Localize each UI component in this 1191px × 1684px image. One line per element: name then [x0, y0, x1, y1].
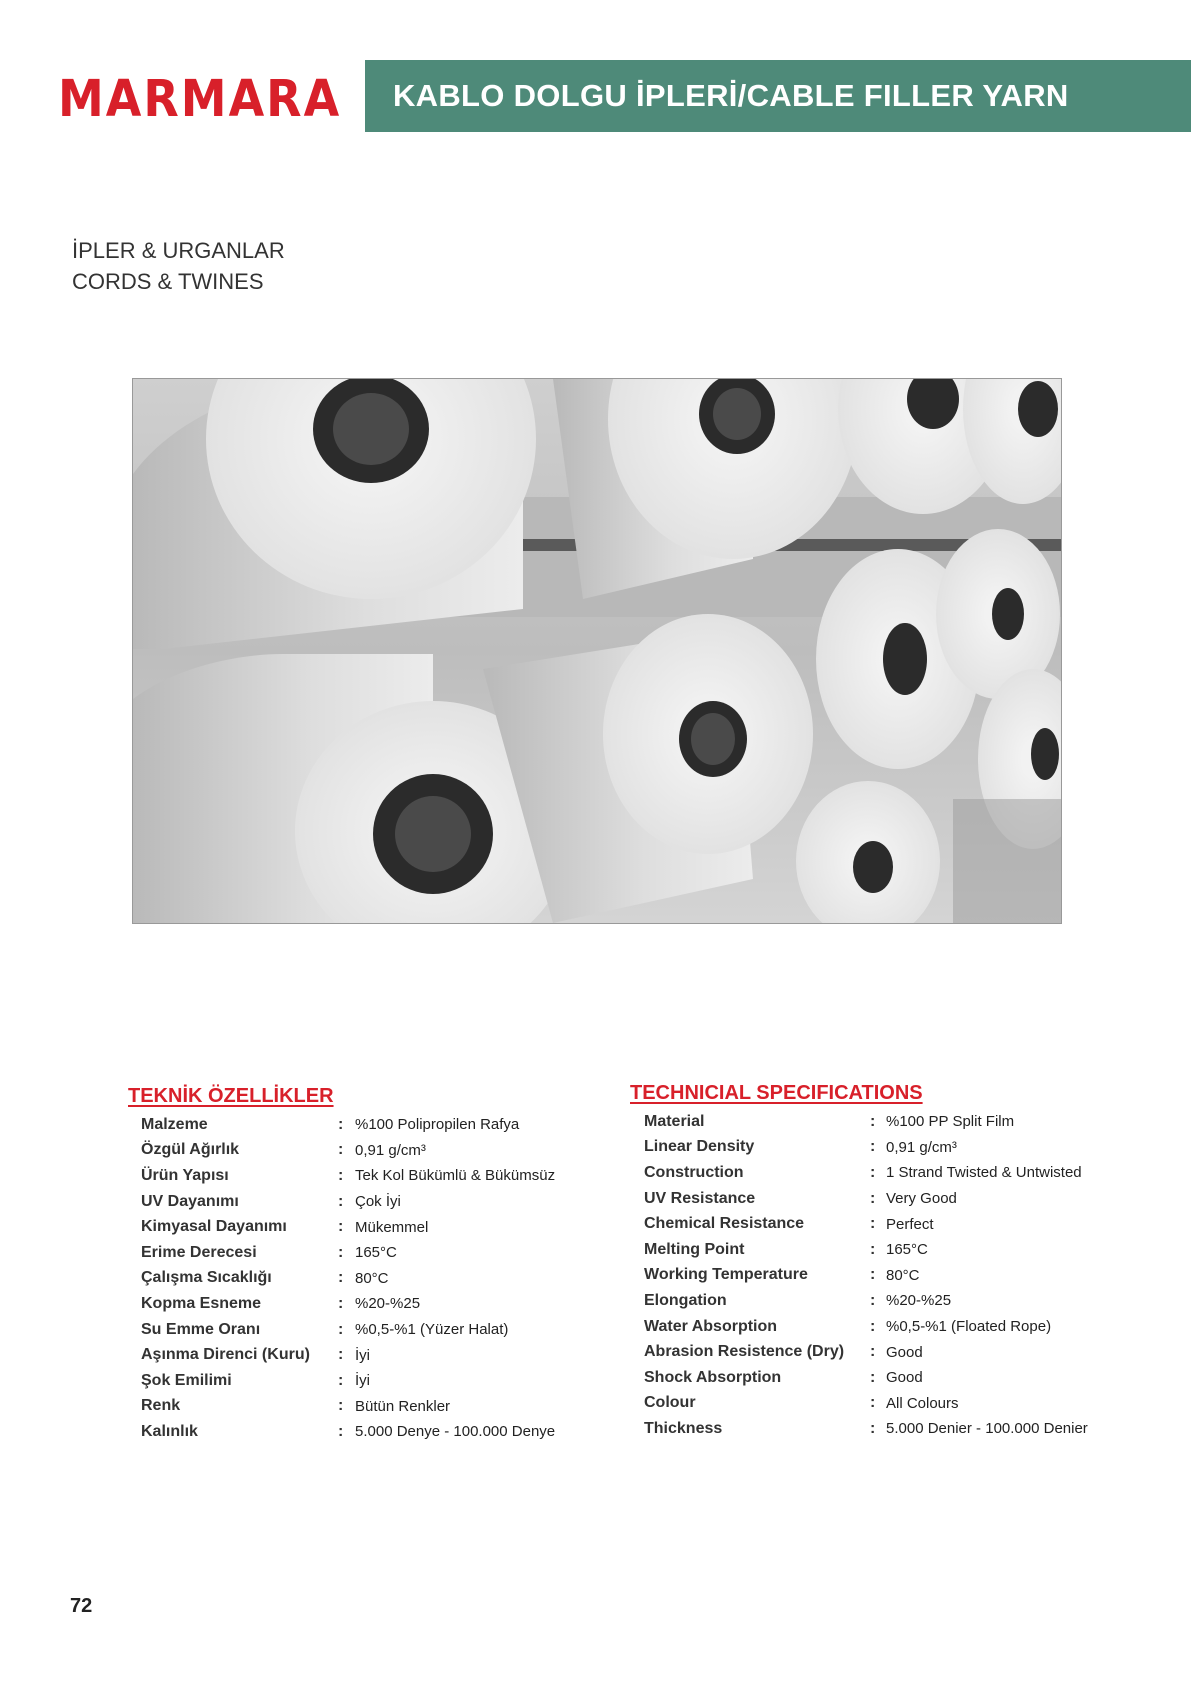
spec-value: Çok İyi	[355, 1193, 401, 1211]
spec-colon: :	[870, 1317, 876, 1335]
spec-value: %20-%25	[886, 1292, 952, 1310]
spec-value: 80°C	[886, 1266, 920, 1284]
spec-colon: :	[870, 1266, 876, 1284]
spec-label: Elongation	[644, 1291, 727, 1309]
spec-value: %100 PP Split Film	[886, 1113, 1015, 1131]
spec-value: %0,5-%1 (Yüzer Halat)	[355, 1321, 509, 1339]
spec-row	[141, 1138, 555, 1164]
spec-label: Aşınma Direnci (Kuru)	[141, 1346, 310, 1364]
spec-value: All Colours	[886, 1394, 959, 1412]
spec-row	[141, 1189, 555, 1215]
specs-tr-title: TEKNİK ÖZELLİKLER	[128, 1085, 334, 1107]
spec-value: İyi	[355, 1346, 370, 1364]
spec-row	[644, 1416, 1088, 1442]
spec-row	[644, 1288, 1088, 1314]
spec-colon: :	[870, 1112, 876, 1130]
spec-label: UV Resistance	[644, 1189, 756, 1207]
spec-value: Very Good	[886, 1190, 957, 1208]
spec-label: Su Emme Oranı	[141, 1320, 261, 1338]
spec-row	[644, 1365, 1088, 1391]
specs-en-title: TECHNICIAL SPECIFICATIONS	[630, 1082, 923, 1104]
spec-value: 0,91 g/cm³	[355, 1141, 426, 1159]
spec-colon: :	[338, 1320, 344, 1338]
spec-value: %20-%25	[355, 1295, 421, 1313]
spec-value: 0,91 g/cm³	[886, 1138, 957, 1156]
spec-label: Thickness	[644, 1419, 723, 1437]
specs-en-table	[644, 1109, 1088, 1442]
spec-colon: :	[338, 1294, 344, 1312]
category-subtitle	[72, 235, 285, 297]
spec-label: Özgül Ağırlık	[141, 1141, 240, 1159]
spec-value: 165°C	[355, 1244, 397, 1262]
spec-label: UV Dayanımı	[141, 1192, 239, 1210]
spec-colon: :	[870, 1343, 876, 1361]
spec-label: Kopma Esneme	[141, 1294, 262, 1312]
spec-colon: :	[338, 1218, 344, 1236]
spec-row	[644, 1109, 1088, 1135]
spec-colon: :	[870, 1394, 876, 1412]
spec-row	[644, 1391, 1088, 1417]
specs-tr-table	[141, 1112, 555, 1445]
spec-colon: :	[870, 1419, 876, 1437]
spec-label: Construction	[644, 1163, 744, 1181]
spec-value: 165°C	[886, 1241, 928, 1259]
title-bar	[365, 60, 1191, 132]
spec-colon: :	[338, 1115, 344, 1133]
spec-colon: :	[338, 1243, 344, 1261]
spec-colon: :	[338, 1371, 344, 1389]
spec-value: Mükemmel	[355, 1218, 429, 1236]
spec-label: Kalınlık	[141, 1422, 198, 1440]
spec-label: Colour	[644, 1394, 696, 1412]
spec-value: 1 Strand Twisted & Untwisted	[886, 1164, 1082, 1182]
spec-row	[644, 1314, 1088, 1340]
spec-value: %0,5-%1 (Floated Rope)	[886, 1318, 1052, 1336]
spec-colon: :	[870, 1240, 876, 1258]
spec-colon: :	[338, 1166, 344, 1184]
spec-row	[644, 1160, 1088, 1186]
spec-value: Good	[886, 1343, 923, 1361]
spec-label: Ürün Yapısı	[141, 1166, 229, 1184]
spec-value: Good	[886, 1369, 923, 1387]
subtitle-en: CORDS & TWINES	[72, 269, 264, 294]
subtitle-tr: İPLER & URGANLAR	[72, 238, 285, 263]
spec-label: Shock Absorption	[644, 1368, 782, 1386]
spec-label: Şok Emilimi	[141, 1371, 232, 1389]
spec-row	[141, 1240, 555, 1266]
spec-colon: :	[338, 1397, 344, 1415]
spec-row	[644, 1211, 1088, 1237]
spec-colon: :	[338, 1346, 344, 1364]
spec-colon: :	[338, 1192, 344, 1210]
spec-value: İyi	[355, 1372, 370, 1390]
spec-row	[141, 1163, 555, 1189]
spec-row	[141, 1317, 555, 1343]
spec-colon: :	[870, 1138, 876, 1156]
spec-value: Tek Kol Bükümlü & Bükümsüz	[355, 1167, 556, 1185]
spec-row	[644, 1339, 1088, 1365]
spec-row	[644, 1135, 1088, 1161]
spec-row	[141, 1112, 555, 1138]
spec-row	[141, 1394, 555, 1420]
spec-colon: :	[870, 1291, 876, 1309]
spec-label: Material	[644, 1112, 705, 1130]
spec-value: Bütün Renkler	[355, 1397, 451, 1415]
spec-row	[141, 1419, 555, 1445]
spec-label: Renk	[141, 1397, 181, 1415]
yarn-spools-photo	[132, 378, 1062, 924]
spec-colon: :	[870, 1368, 876, 1386]
spec-row	[141, 1291, 555, 1317]
spec-row	[141, 1342, 555, 1368]
spec-colon: :	[338, 1269, 344, 1287]
spec-value: 80°C	[355, 1269, 389, 1287]
spec-row	[141, 1266, 555, 1292]
spec-colon: :	[870, 1215, 876, 1233]
spec-label: Melting Point	[644, 1240, 745, 1258]
spec-row	[141, 1368, 555, 1394]
spec-colon: :	[870, 1189, 876, 1207]
spec-colon: :	[338, 1141, 344, 1159]
spec-label: Linear Density	[644, 1138, 755, 1156]
spec-label: Working Temperature	[644, 1266, 808, 1284]
spec-row	[644, 1237, 1088, 1263]
spec-label: Çalışma Sıcaklığı	[141, 1269, 272, 1287]
spec-colon: :	[870, 1163, 876, 1181]
page-title: KABLO DOLGU İPLERİ/CABLE FILLER YARN	[393, 78, 1069, 113]
spec-row	[644, 1186, 1088, 1212]
spec-colon: :	[338, 1422, 344, 1440]
marmara-logo: MARMARA	[58, 68, 342, 129]
spec-label: Kimyasal Dayanımı	[141, 1218, 287, 1236]
spec-value: Perfect	[886, 1215, 934, 1233]
spec-label: Chemical Resistance	[644, 1215, 805, 1233]
spec-value: 5.000 Denier - 100.000 Denier	[886, 1420, 1088, 1438]
spec-row	[644, 1263, 1088, 1289]
spec-row	[141, 1214, 555, 1240]
spec-value: %100 Polipropilen Rafya	[355, 1116, 520, 1134]
spec-label: Erime Derecesi	[141, 1243, 257, 1261]
spec-label: Abrasion Resistence (Dry)	[644, 1343, 845, 1361]
spec-label: Water Absorption	[644, 1317, 778, 1335]
spec-label: Malzeme	[141, 1115, 208, 1133]
page-number: 72	[70, 1595, 93, 1617]
spec-value: 5.000 Denye - 100.000 Denye	[355, 1423, 556, 1441]
